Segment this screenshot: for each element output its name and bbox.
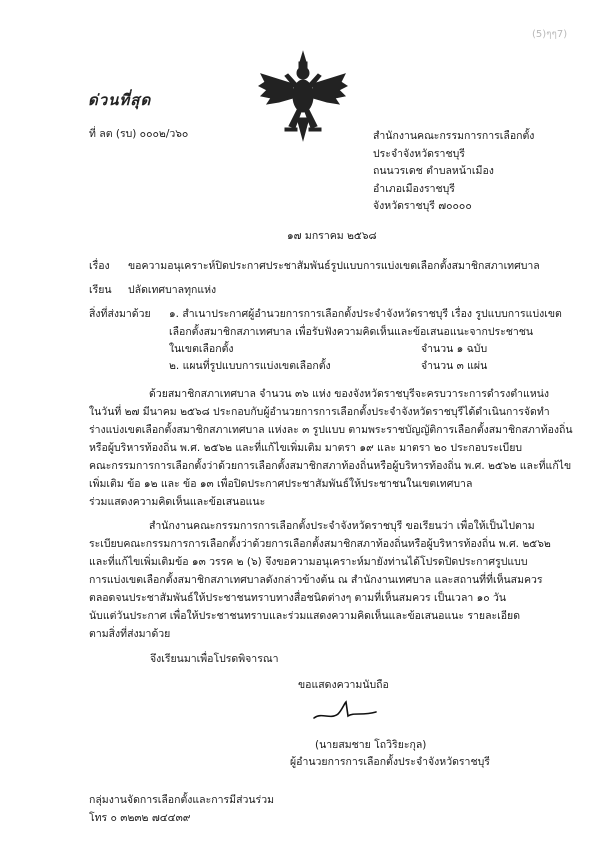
corner-note: (5)ๆๆ7): [532, 29, 568, 40]
paragraph-line: คณะกรรมการการเลือกตั้งว่าด้วยการเลือกตั้งสมาชิกสภาท้องถิ่นหรือผู้บริหารท้องถิ่น พ.ศ. ๒๕๖๒ และที่แก้ไข: [89, 460, 572, 472]
sender-address-line: ประจำจังหวัดราชบุรี: [373, 147, 465, 160]
sender-address-line: ถนนวรเดช ตำบลหน้าเมือง: [373, 165, 494, 177]
signer-name: (นายสมชาย โถวิริยะกุล): [315, 739, 427, 751]
paragraph-line: ในวันที่ ๒๗ มีนาคม ๒๕๖๘ ประกอบกับผู้อำนวยการการเลือกตั้งประจำจังหวัดราชบุรีได้ดำเนินการจัดทำ: [89, 406, 550, 418]
sender-address: [373, 128, 534, 216]
subject-text: ขอความอนุเคราะห์ปิดประกาศประชาสัมพันธ์รูปแบบการแบ่งเขตเลือกตั้งสมาชิกสภาเทศบาล: [128, 260, 540, 272]
signer-title: ผู้อำนวยการการเลือกตั้งประจำจังหวัดราชบุรี: [290, 756, 490, 768]
body-paragraph-1: [89, 385, 573, 511]
salutation-recipient: ปลัดเทศบาลทุกแห่ง: [128, 284, 217, 296]
paragraph-line: ด้วยสมาชิกสภาเทศบาล จำนวน ๓๖ แห่ง ของจังหวัดราชบุรีจะครบวาระการดำรงตำแหน่ง: [149, 388, 550, 400]
closing-request: จึงเรียนมาเพื่อโปรดพิจารณา: [150, 653, 279, 665]
enclosure-item-2-quantity: จำนวน ๓ แผ่น: [421, 360, 488, 372]
enclosure-item-1-line1: ๑. สำเนาประกาศผู้อำนวยการการเลือกตั้งประจำจังหวัดราชบุรี เรื่อง รูปแบบการแบ่งเขต: [169, 308, 562, 320]
body-paragraph-2: [89, 517, 551, 643]
paragraph-line: และที่แก้ไขเพิ่มเติมข้อ ๑๓ วรรค ๒ (๖) จึงขอความอนุเคราะห์มายังท่านได้โปรดปิดประกาศรูปแบบ: [89, 556, 528, 568]
sender-address-line: สำนักงานคณะกรรมการการเลือกตั้ง: [373, 130, 535, 142]
enclosure-item-1-quantity: จำนวน ๑ ฉบับ: [421, 343, 488, 355]
enclosure-item-2-line1: ๒. แผนที่รูปแบบการแบ่งเขตเลือกตั้ง: [169, 360, 331, 372]
document-number: ที่ ลต (รบ) ๐๐๐๒/ว๖๐: [89, 128, 189, 140]
paragraph-line: สำนักงานคณะกรรมการการเลือกตั้งประจำจังหวัดราชบุรี ขอเรียนว่า เพื่อให้เป็นไปตาม: [149, 520, 535, 532]
sender-address-line: อำเภอเมืองราชบุรี: [373, 182, 455, 195]
footer-department: กลุ่มงานจัดการเลือกตั้งและการมีส่วนร่วม: [89, 794, 275, 806]
paragraph-line: นับแต่วันประกาศ เพื่อให้ประชาชนทราบและร่วมแสดงความคิดเห็นและข้อเสนอแนะ รายละเอียด: [89, 610, 521, 622]
paragraph-line: ร่างแบ่งเขตเลือกตั้งสมาชิกสภาเทศบาล แห่งละ ๓ รูปแบบ ตามพระราชบัญญัติการเลือกตั้งสมาชิกสภาท้องถิ่น: [89, 424, 573, 436]
paragraph-line: ตามสิ่งที่ส่งมาด้วย: [89, 628, 171, 640]
closing-phrase: ขอแสดงความนับถือ: [298, 679, 389, 691]
subject-label: เรื่อง: [89, 260, 110, 272]
enclosure-label: สิ่งที่ส่งมาด้วย: [89, 308, 151, 320]
paragraph-line: การแบ่งเขตเลือกตั้งสมาชิกสภาเทศบาลดังกล่าวข้างต้น ณ สำนักงานเทศบาล และสถานที่ที่เห็นสมควร: [89, 574, 543, 586]
paragraph-line: ร่วมแสดงความคิดเห็นและข้อเสนอแนะ: [89, 496, 266, 508]
signature-icon: [310, 700, 380, 724]
paragraph-line: ตลอดจนประชาสัมพันธ์ให้ประชาชนทราบทางสื่อชนิดต่างๆ ตามที่เห็นสมควร เป็นเวลา ๑๐ วัน: [89, 592, 507, 604]
sender-address-line: จังหวัดราชบุรี ๗๐๐๐๐: [373, 200, 472, 212]
paragraph-line: เพิ่มเติม ข้อ ๑๒ และ ข้อ ๑๓ เพื่อปิดประกาศประชาสัมพันธ์ให้ประชาชนในเขตเทศบาล: [89, 478, 473, 490]
garuda-emblem-icon: [255, 48, 351, 144]
enclosure-item-1-line2: เลือกตั้งสมาชิกสภาเทศบาล เพื่อรับฟังความคิดเห็นและข้อเสนอแนะจากประชาชน: [169, 326, 534, 338]
paragraph-line: หรือผู้บริหารท้องถิ่น พ.ศ. ๒๕๖๒ และที่แก้ไขเพิ่มเติม มาตรา ๑๙ และ มาตรา ๒๐ ประกอบระเบียบ: [89, 442, 523, 454]
document-date: ๑๗ มกราคม ๒๕๖๘: [287, 230, 377, 242]
paragraph-line: ระเบียบคณะกรรมการการเลือกตั้งว่าด้วยการเลือกตั้งสมาชิกสภาท้องถิ่นหรือผู้บริหารท้องถิ่น พ.ศ. ๒๕๖๒: [89, 538, 551, 550]
salutation-label: เรียน: [89, 284, 112, 296]
footer-phone: โทร ๐ ๓๒๓๒ ๗๔๔๓๙: [89, 812, 191, 824]
urgency-stamp: ด่วนที่สุด: [88, 91, 152, 109]
enclosure-item-1-line3: ในเขตเลือกตั้ง: [169, 343, 234, 355]
